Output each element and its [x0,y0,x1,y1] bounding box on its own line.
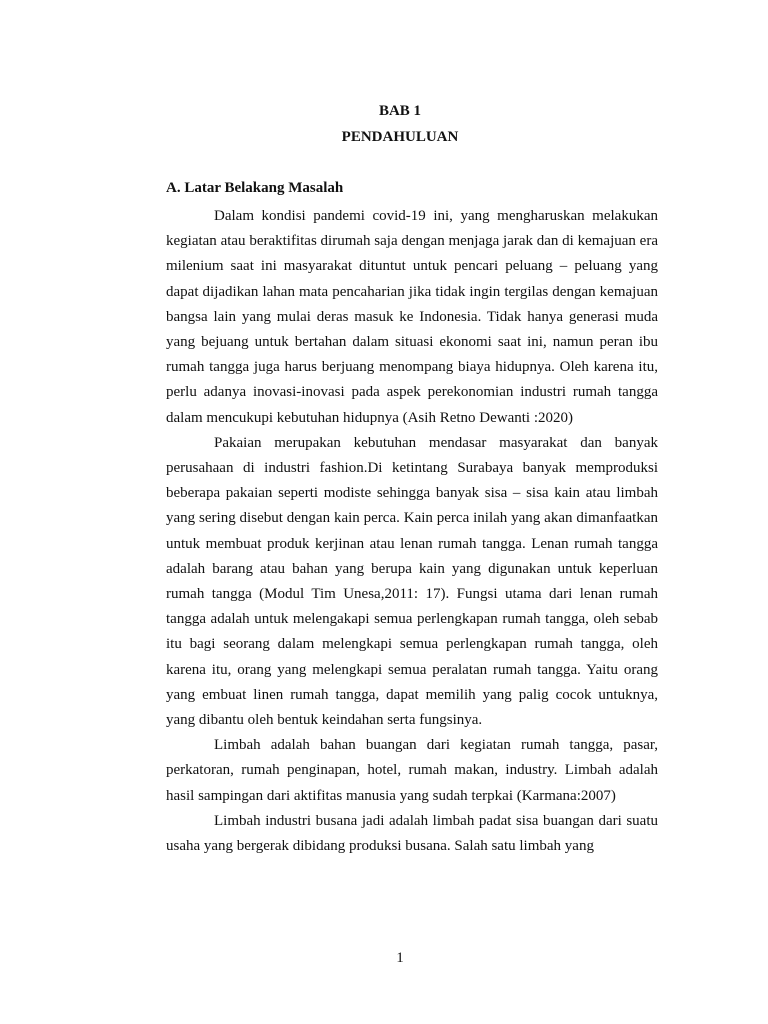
paragraph-3: Limbah adalah bahan buangan dari kegiatan rumah tangga, pasar, perkatoran, rumah penginapan, hotel, rumah makan, industry. Limbah adalah hasil sampingan dari aktifitas manusia yang sudah terpkai (Karmana:2007) [166,737,658,804]
paragraph-1: Dalam kondisi pandemi covid-19 ini, yang mengharuskan melakukan kegiatan atau beraktifitas dirumah saja dengan menjaga jarak dan di kemajuan era milenium saat ini masyarakat dituntut untuk pencari peluang – peluang yang dapat dijadikan lahan mata pencaharian jika tidak ingin tergilas dengan kemajuan bangsa lain yang mulai deras masuk ke Indonesia. Tidak hanya generasi muda yang bejuang untuk bertahan dalam situasi ekonomi saat ini, namun peran ibu rumah tangga juga harus berjuang menompang biaya hidupnya. Oleh karena itu, perlu adanya inovasi-inovasi pada aspek perekonomian industri rumah tangga dalam mencukupi kebutuhan hidupnya (Asih Retno Dewanti :2020) [166,208,658,426]
chapter-label: BAB 1 [378,103,422,119]
paragraph-2: Pakaian merupakan kebutuhan mendasar masyarakat dan banyak perusahaan di industri fashion.Di ketintang Surabaya banyak memproduksi beberapa pakaian seperti modiste sehingga banyak sisa – sisa kain atau limbah yang sering disebut dengan kain perca. Kain perca inilah yang akan dimanfaatkan untuk membuat produk kerjinan atau lenan rumah tangga. Lenan rumah tangga adalah barang atau bahan yang berupa kain yang digunakan untuk keperluan rumah tangga (Modul Tim Unesa,2011: 17). Fungsi utama dari lenan rumah tangga adalah untuk melengakapi semua perlengkapan rumah tangga, oleh sebab itu bagi seorang dalam melengkapi semua perlengkapan rumah tangga, oleh karena itu, orang yang melengkapi semua peralatan rumah tangga. Yaitu orang yang embuat linen rumah tangga, dapat memilih yang palig cocok untuknya, yang dibantu oleh bentuk keindahan serta fungsinya. [166,434,658,729]
chapter-title: PENDAHULUAN [341,129,459,145]
section-heading: A. Latar Belakang Masalah [166,180,344,196]
page-number: 1 [396,950,404,966]
paragraph-4: Limbah industri busana jadi adalah limbah padat sisa buangan dari suatu usaha yang bergerak dibidang produksi busana. Salah satu limbah yang [166,812,658,855]
body-text [166,204,658,859]
